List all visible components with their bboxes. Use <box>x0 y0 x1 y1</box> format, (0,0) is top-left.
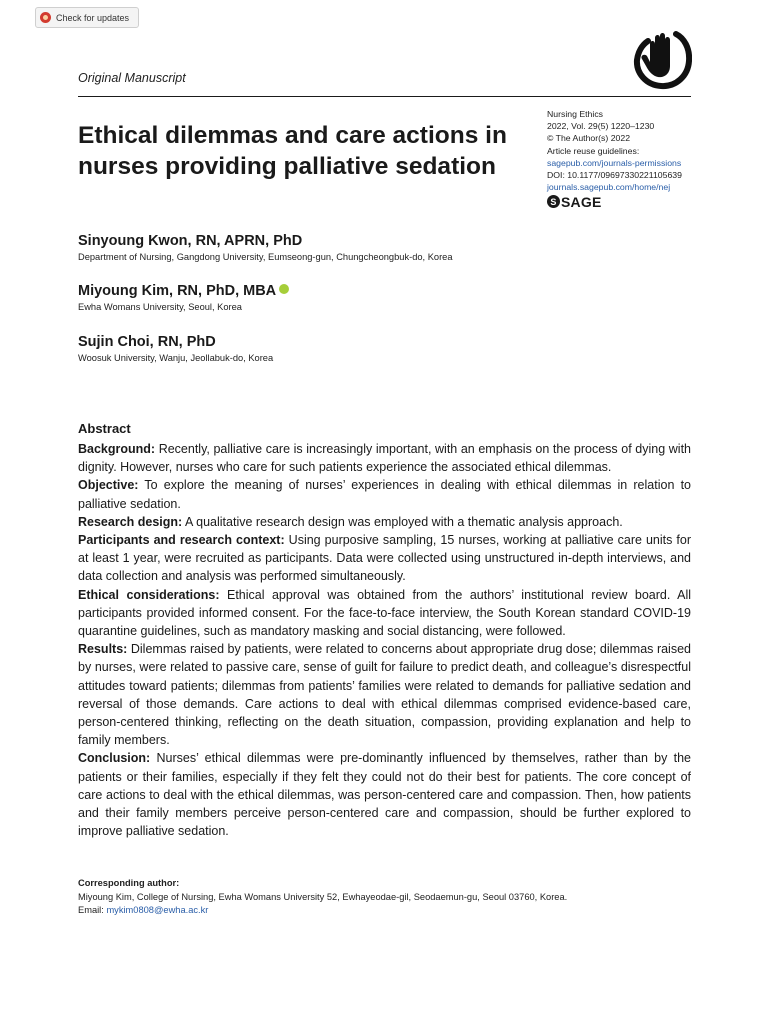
reuse-label: Article reuse guidelines: <box>547 145 640 156</box>
section-text: To explore the meaning of nurses’ experiences in dealing with ethical dilemmas in relation to palliative sedation. <box>78 478 691 511</box>
check-for-updates-button[interactable] <box>35 7 139 28</box>
email-label: Email: <box>78 905 104 915</box>
abstract-section <box>78 531 691 586</box>
corresponding-address: Miyoung Kim, College of Nursing, Ewha Womans University 52, Ewhayeodae-gil, Seodaemun-gu, Seoul 03760, Korea. <box>78 891 568 902</box>
check-for-updates-label: Check for updates <box>56 12 130 23</box>
section-label: Results: <box>78 642 128 657</box>
author-block <box>78 233 453 262</box>
section-text: Nurses’ ethical dilemmas were pre-dominantly influenced by themselves, rather than by the patients or their families, especially if they felt they could not do their best for patients. The core concept of care actions to deal with the ethical dilemmas, was person-centered care and compassion. Then, how patients and their family members perceive person-centered care and compassion, should be further explored to improve palliative sedation. <box>78 751 691 839</box>
section-label: Ethical considerations: <box>78 587 220 602</box>
section-label: Background: <box>78 442 156 456</box>
author-affiliation: Ewha Womans University, Seoul, Korea <box>78 302 242 312</box>
section-text: Recently, palliative care is increasingly important, with an emphasis on the process of dying with dignity. However, nurses who care for such patients experience the associated ethical dilemmas. <box>78 442 691 475</box>
section-label: Participants and research context: <box>78 533 285 548</box>
author-block <box>78 283 289 312</box>
author-name: Sujin Choi, RN, PhD <box>78 334 216 350</box>
email-link[interactable]: mykim0808@ewha.ac.kr <box>106 905 209 915</box>
abstract-section <box>78 476 691 512</box>
sage-logo <box>547 195 682 208</box>
abstract-section <box>78 640 691 749</box>
author-name: Sinyoung Kwon, RN, APRN, PhD <box>78 233 303 249</box>
abstract-section <box>78 586 691 641</box>
article-type: Original Manuscript <box>78 71 186 85</box>
journal-volume: 2022, Vol. 29(5) 1220–1230 <box>547 121 655 132</box>
corresponding-label: Corresponding author: <box>78 878 180 888</box>
abstract-section <box>78 440 691 476</box>
abstract-section <box>78 513 691 531</box>
section-label: Conclusion: <box>78 751 151 766</box>
author-affiliation: Woosuk University, Wanju, Jeollabuk-do, Korea <box>78 353 274 363</box>
abstract-heading: Abstract <box>78 421 131 436</box>
section-label: Research design: <box>78 514 183 529</box>
hand-in-circle-icon <box>632 28 692 90</box>
section-text: Dilemmas raised by patients, were related to concerns about appropriate drug dose; dilemmas raised by nurses, were related to passive care, sense of guilt for failure to predict death, and colleague’s disrespectful attitudes toward patients; dilemmas from patients’ families were related to demands for palliative sedation and reversal of those demands. Care actions to deal with ethical dilemmas comprised evidence-based care, person-centered thinking, reflecting on the death situation, compassion, providing explanation and help to family members. <box>78 642 691 748</box>
header-divider <box>78 96 691 97</box>
copyright-line: © The Author(s) 2022 <box>547 133 631 144</box>
sage-s-icon: S <box>547 195 560 208</box>
sage-logo-text: SAGE <box>561 193 602 210</box>
journal-homepage-link[interactable]: journals.sagepub.com/home/nej <box>547 182 671 193</box>
section-text: Using purposive sampling, 15 nurses, working at palliative care units for at least 1 year, were recruited as participants. Data were collected using unstructured in-depth interviews, and data collection and analysis was performed simultaneously. <box>78 533 691 584</box>
journal-name: Nursing Ethics <box>547 109 604 119</box>
check-for-updates-icon <box>40 12 51 23</box>
section-text: Ethical approval was obtained from the authors’ institutional review board. All participants provided informed consent. For the face-to-face interview, the South Korean standard COVID-19 quarantine guidelines, such as mandatory masking and social distancing, were followed. <box>78 587 691 639</box>
corresponding-author <box>78 877 691 918</box>
journal-meta <box>547 108 682 208</box>
article-title: Ethical dilemmas and care actions in nurses providing palliative sedation <box>78 122 507 180</box>
doi-line: DOI: 10.1177/09697330221105639 <box>547 170 682 181</box>
author-affiliation: Department of Nursing, Gangdong University, Eumseong-gun, Chungcheongbuk-do, Korea <box>78 252 453 262</box>
permissions-link[interactable]: sagepub.com/journals-permissions <box>547 157 682 168</box>
section-text: A qualitative research design was employed with a thematic analysis approach. <box>185 514 623 529</box>
author-name: Miyoung Kim, RN, PhD, MBA <box>78 283 277 299</box>
abstract-section <box>78 749 691 840</box>
author-block <box>78 334 273 363</box>
orcid-icon[interactable] <box>279 284 289 294</box>
section-label: Objective: <box>78 478 139 493</box>
abstract <box>78 421 691 840</box>
